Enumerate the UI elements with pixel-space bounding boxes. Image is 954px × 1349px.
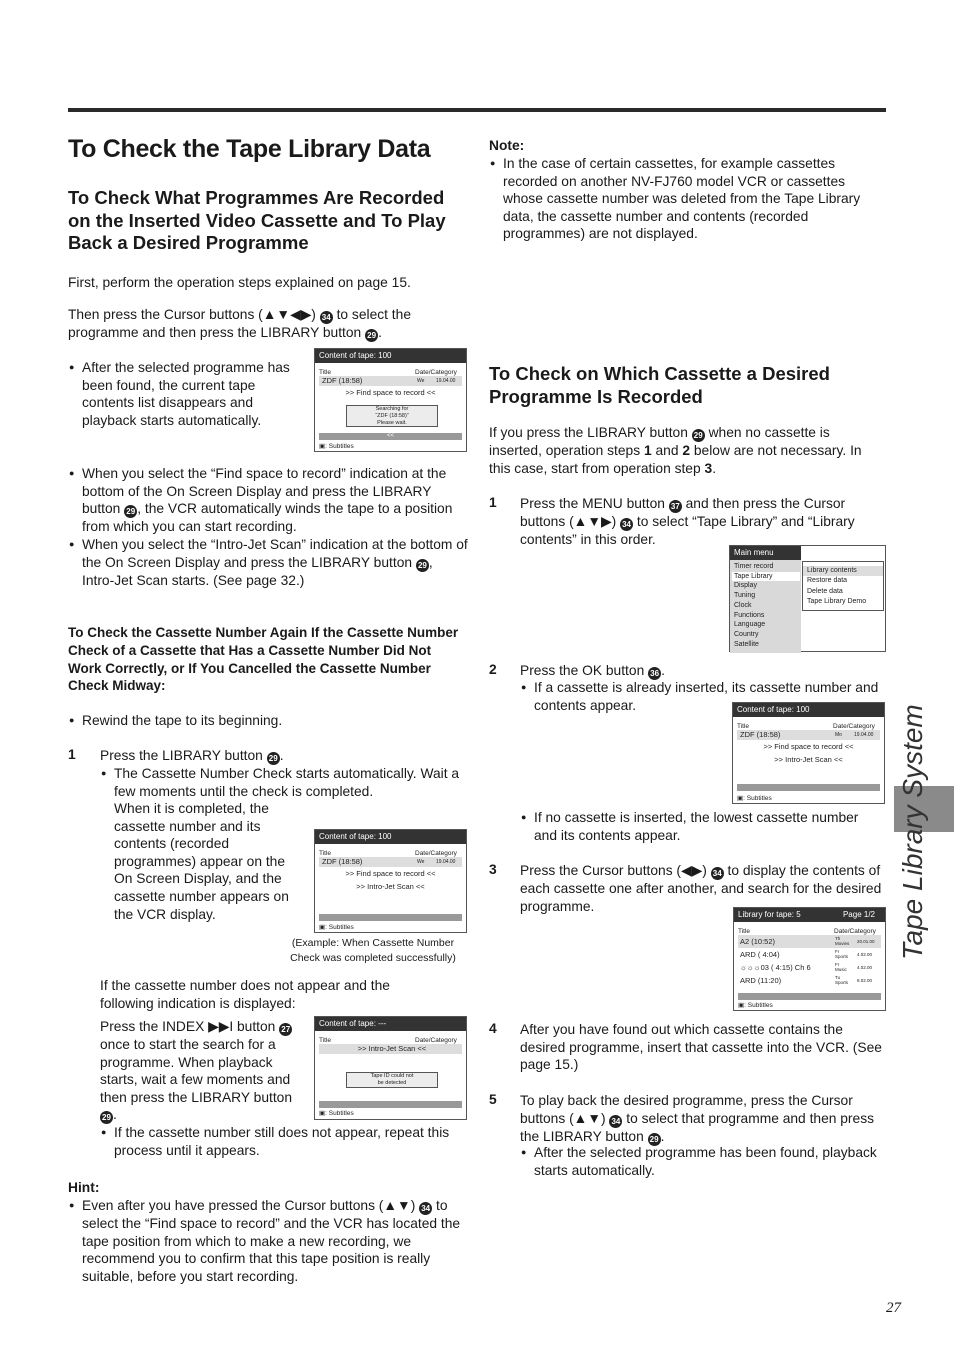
sec3-step1-number: 1 <box>489 495 497 510</box>
sec2-not-appear: If the cassette number does not appear and the following indication is displayed: <box>100 978 390 1011</box>
menu-item[interactable]: Clock <box>734 601 752 609</box>
library-row[interactable] <box>738 974 881 987</box>
sec3-step1: Press the MENU button 37 and then press the Cursor buttons (▲▼▶) 34 to select “Tape Library” and “Library contents” in this order. <box>520 496 855 547</box>
library-row-date: 4.02.00 <box>857 952 873 957</box>
osd-row: ZDF (18:58) We 19.04.00 <box>319 376 462 386</box>
subtitle-icon: ▣ <box>738 1002 745 1009</box>
osd-bottom-bar <box>737 784 880 791</box>
library-row-category: Th Movies <box>835 936 850 946</box>
menu-item[interactable]: Tuning <box>734 592 756 600</box>
menu-item[interactable]: Display <box>734 582 757 590</box>
sec2-step1: Press the LIBRARY button 29 . <box>100 748 284 763</box>
osd-find-space: >> Find space to record << <box>763 742 854 751</box>
note-text: ● In the case of certain cassettes, for example cassettes recorded on another NV-FJ760 model VCR or cassettes whose cassette number was deleted from the Tape Library data, the cassette number and contents (recorded programmes) are not displayed. <box>503 155 885 243</box>
osd-intro-jet-scan: >> Intro-Jet Scan << <box>774 755 843 764</box>
osd-col-date: Date/Category <box>415 369 457 376</box>
osd-footer: ▣: Subtitles <box>738 1002 773 1009</box>
sec3-step3: Press the Cursor buttons (◀▶) 34 to display the contents of each cassette one after another, and search for the desired programme. <box>520 863 882 914</box>
sec3-intro: If you press the LIBRARY button 29 when no cassette is inserted, operation steps 1 and 2 below are not necessary. In this case, start from operation step 3. <box>489 425 862 476</box>
menu-header: Main menu <box>730 546 801 560</box>
sec1-para1: First, perform the operation steps explained on page 15. <box>68 275 411 290</box>
library-row-title: ARD ( 4:04) <box>740 950 780 959</box>
osd-intro-jet-scan: >> Intro-Jet Scan << <box>356 882 425 891</box>
menu-item[interactable]: Country <box>734 630 759 638</box>
sec3-step4-number: 4 <box>489 1021 497 1036</box>
circle-num-29-icon: 29 <box>100 1111 113 1124</box>
osd-bottom-bar <box>319 1101 462 1108</box>
osd-header: Content of tape: --- <box>315 1017 466 1031</box>
hint-title: Hint: <box>68 1180 100 1195</box>
osd-footer: ▣: Subtitles <box>319 924 354 931</box>
library-row[interactable] <box>738 961 881 974</box>
sec2-step1-bullet1: ● The Cassette Number Check starts automatically. Wait a few moments until the check is completed. <box>114 765 470 800</box>
library-row-category: Tu Sports <box>835 975 849 985</box>
menu-item[interactable]: Satellite <box>734 640 759 648</box>
circle-num-34-icon: 34 <box>711 867 724 880</box>
library-row-title: A2 (10:52) <box>740 937 776 946</box>
sec2-step1-detail: When it is completed, the cassette number and its contents (recorded programmes) appear on the On Screen Display, and the cassette number appears on the VCR display. <box>114 801 289 922</box>
osd-col-title: Title <box>738 928 751 935</box>
osd-back-bar: << <box>319 433 462 440</box>
osd-find-space: >> Find space to record << <box>345 869 436 878</box>
osd-page-indicator: Page 1/2 <box>842 910 875 919</box>
submenu-item[interactable]: Delete data <box>807 587 843 595</box>
sec3-step3-number: 3 <box>489 862 497 877</box>
osd-col-date: Date/Category <box>833 723 875 730</box>
osd-row: ZDF (18:58) Mo 19.04.00 <box>737 730 880 740</box>
osd-col-date: Date/Category <box>415 1037 457 1044</box>
menu-item[interactable]: Language <box>734 621 766 629</box>
osd-content-tape-screen <box>732 702 885 804</box>
sec3-step2-bullet2: ● If no cassette is inserted, the lowest cassette number and its contents appear. <box>534 809 880 844</box>
osd-row: ZDF (18:58) We 19.04.00 <box>319 857 462 867</box>
osd-find-space: >> Find space to record << <box>345 388 436 397</box>
section2-heading: To Check the Cassette Number Again If the Cassette Number Check of a Cassette that Has a Cassette Number Did Not Work Correctly, or If You Cancelled the Cassette Number Check Midway: <box>68 625 459 694</box>
sec3-step2-number: 2 <box>489 662 497 677</box>
library-row-date: 4.02.00 <box>857 965 873 970</box>
page-title: To Check the Tape Library Data <box>68 135 431 163</box>
osd-col-title: Title <box>319 369 332 376</box>
submenu-item[interactable]: Restore data <box>807 577 848 585</box>
osd-col-title: Title <box>737 723 750 730</box>
sec1-bullet2: ● When you select the “Find space to record” indication at the bottom of the On Screen Display and press the LIBRARY button 29 , the VCR automatically winds the tape to a position from which you can start recording. <box>82 465 468 536</box>
osd-bottom-bar <box>319 914 462 921</box>
circle-num-36-icon: 36 <box>648 667 661 680</box>
library-row[interactable] <box>738 948 881 961</box>
osd-footer: ▣: Subtitles <box>319 1110 354 1117</box>
sec3-step5: To play back the desired programme, press the Cursor buttons (▲▼) 34 to select that programme and then press the LIBRARY button 29 . <box>520 1093 874 1144</box>
circle-num-34-icon: 34 <box>419 1202 432 1215</box>
menu-item[interactable]: Timer record <box>734 563 774 570</box>
osd-footer: ▣: Subtitles <box>737 795 772 802</box>
osd-col-date: Date/Category <box>415 850 457 857</box>
circle-num-34-icon: 34 <box>320 311 333 324</box>
hint-text: ● Even after you have pressed the Cursor buttons (▲▼) 34 to select the “Find space to record” and the VCR has located the tape position from which to make a new recording, we recommend you to confirm that this tape position is really suitable, before you start recording. <box>82 1197 466 1285</box>
sec1-bullet1: ● After the selected programme has been found, the current tape contents list disappears and playback starts automatically. <box>82 359 302 429</box>
sec3-step5-bullet1: ● After the selected programme has been found, playback starts automatically. <box>534 1144 880 1179</box>
sec2-bullet-rewind: ● Rewind the tape to its beginning. <box>82 712 462 730</box>
circle-num-29-icon: 29 <box>124 505 137 518</box>
top-rule <box>68 108 886 112</box>
page-number: 27 <box>886 1300 901 1316</box>
sec2-step1-number: 1 <box>68 747 76 762</box>
library-row-title: ARD (11:20) <box>740 976 782 985</box>
library-row-title: ☼☼☼03 ( 4:15) Ch 6 <box>740 963 811 972</box>
osd-col-title: Title <box>319 850 332 857</box>
section1-heading: To Check What Programmes Are Recorded on the Inserted Video Cassette and To Play Back a Desired Programme <box>68 187 446 253</box>
library-row[interactable] <box>738 935 881 948</box>
osd-popup: Searching for “ZDF (18:58)” Please wait. <box>346 405 438 427</box>
circle-num-29-icon: 29 <box>648 1133 661 1146</box>
osd-header: Content of tape: 100 <box>315 349 466 363</box>
circle-num-29-icon: 29 <box>365 329 378 342</box>
sec3-step5-number: 5 <box>489 1092 497 1107</box>
sec1-bullet3: ● When you select the “Intro-Jet Scan” indication at the bottom of the On Screen Display and press the LIBRARY button 29 , Intro-Jet Scan starts. (See page 32.) <box>82 536 468 589</box>
osd-footer: ▣: Subtitles <box>319 443 354 450</box>
circle-num-34-icon: 34 <box>609 1115 622 1128</box>
sec1-para2: Then press the Cursor buttons (▲▼◀▶) 34 to select the programme and then press the LIBRARY button 29 . <box>68 307 411 340</box>
library-row-date: 8.02.00 <box>857 978 873 983</box>
circle-num-34-icon: 34 <box>620 518 633 531</box>
osd-col-title: Title <box>319 1037 332 1044</box>
library-row-category: Fr Sports <box>835 949 849 959</box>
menu-items <box>734 562 800 649</box>
section3-heading: To Check on Which Cassette a Desired Programme Is Recorded <box>489 363 830 407</box>
osd-header: Library for tape: 5 Page 1/2 <box>734 908 885 922</box>
sec3-step4: After you have found out which cassette contains the desired programme, insert that cassette into the VCR. (See page 15.) <box>520 1022 882 1073</box>
example-caption: (Example: When Cassette Number Check was completed successfully) <box>290 937 456 964</box>
library-row-date: 20.01.00 <box>857 939 875 944</box>
osd-check-complete-screen <box>314 829 467 933</box>
subtitle-icon: ▣ <box>319 443 326 450</box>
side-section-title: Tape Library System <box>897 704 928 960</box>
osd-header: Content of tape: 100 <box>733 703 884 717</box>
osd-header: Content of tape: 100 <box>315 830 466 844</box>
note-title: Note: <box>489 138 525 153</box>
osd-popup: Tape ID could not be detected <box>346 1072 438 1088</box>
subtitle-icon: ▣ <box>737 795 744 802</box>
sec2-repeat-bullet: ● If the cassette number still does not appear, repeat this process until it appears. <box>114 1124 470 1159</box>
osd-library-list-screen <box>733 907 886 1011</box>
osd-intro-jet-scan: >> Intro-Jet Scan << <box>319 1044 462 1054</box>
submenu-item[interactable]: Library contents <box>803 566 883 576</box>
osd-col-date: Date/Category <box>834 928 876 935</box>
osd-tape-id-error-screen <box>314 1016 467 1120</box>
menu-item[interactable]: Functions <box>734 611 765 619</box>
circle-num-29-icon: 29 <box>416 559 429 572</box>
circle-num-27-icon: 27 <box>279 1023 292 1036</box>
subtitle-icon: ▣ <box>319 1110 326 1117</box>
menu-submenu <box>802 561 884 611</box>
sec3-step2: Press the OK button 36 . <box>520 663 665 678</box>
osd-main-menu-screen <box>729 545 886 652</box>
subtitle-icon: ▣ <box>319 924 326 931</box>
sec2-index-step: Press the INDEX ▶▶I button 27 once to start the search for a programme. When playback starts, wait a few moments and then press the LIBRARY button 29 . <box>100 1019 293 1123</box>
circle-num-29-icon: 29 <box>692 429 705 442</box>
menu-item[interactable]: Tape Library <box>732 572 800 582</box>
circle-num-29-icon: 29 <box>267 752 280 765</box>
circle-num-37-icon: 37 <box>669 500 682 513</box>
sec3-step2-bullet1: ● If a cassette is already inserted, its cassette number and contents appear. <box>534 679 880 714</box>
osd-find-space-screen <box>314 348 467 452</box>
library-row-category: Fr Music <box>835 962 847 972</box>
submenu-item[interactable]: Tape Library Demo <box>807 597 867 605</box>
osd-bottom-bar <box>738 993 881 1000</box>
